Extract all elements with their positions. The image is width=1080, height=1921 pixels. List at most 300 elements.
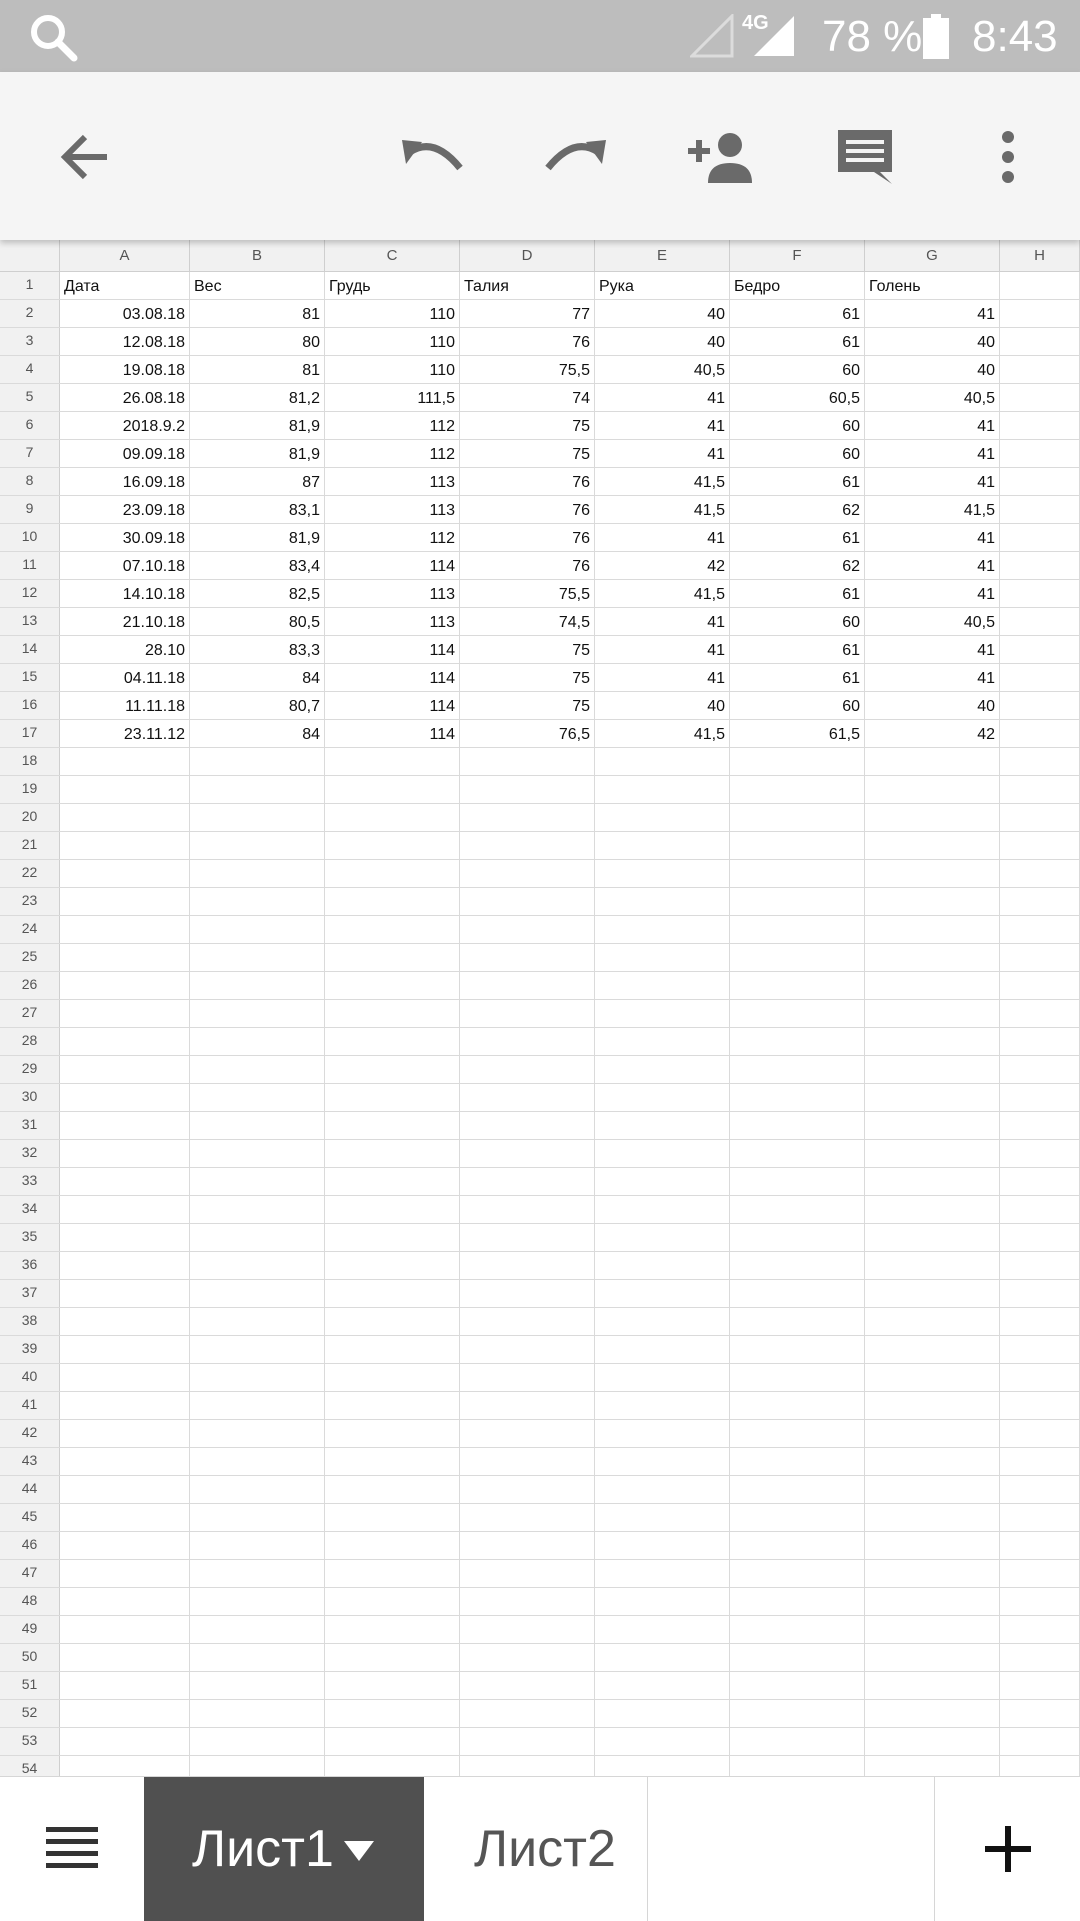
table-cell[interactable] [1000,1364,1080,1391]
table-cell[interactable] [595,944,730,971]
table-cell[interactable] [1000,1392,1080,1419]
table-cell[interactable] [1000,1756,1080,1776]
table-cell[interactable] [60,1280,190,1307]
table-cell[interactable]: 41 [865,580,1000,607]
table-cell[interactable] [325,888,460,915]
table-cell[interactable] [325,1308,460,1335]
table-cell[interactable] [865,1504,1000,1531]
table-cell[interactable] [190,1308,325,1335]
table-cell[interactable] [595,888,730,915]
table-cell[interactable]: 21.10.18 [60,608,190,635]
table-cell[interactable]: 41,5 [595,580,730,607]
table-cell[interactable] [1000,1476,1080,1503]
table-cell[interactable] [325,1280,460,1307]
table-cell[interactable]: 113 [325,468,460,495]
table-cell[interactable] [595,1084,730,1111]
table-cell[interactable] [60,1084,190,1111]
table-cell[interactable] [1000,636,1080,663]
table-cell[interactable]: 113 [325,580,460,607]
table-cell[interactable]: 40 [595,692,730,719]
table-cell[interactable] [730,1308,865,1335]
table-cell[interactable] [1000,440,1080,467]
table-cell[interactable] [1000,1084,1080,1111]
table-cell[interactable]: 113 [325,496,460,523]
table-cell[interactable]: 41 [595,664,730,691]
table-cell[interactable] [325,1000,460,1027]
row-number[interactable]: 47 [0,1560,60,1587]
table-cell[interactable] [325,1672,460,1699]
table-cell[interactable]: 75,5 [460,356,595,383]
table-cell[interactable] [730,1084,865,1111]
table-cell[interactable] [865,1420,1000,1447]
table-cell[interactable] [730,1140,865,1167]
row-number[interactable]: 39 [0,1336,60,1363]
table-cell[interactable] [730,1448,865,1475]
table-cell[interactable]: 41 [865,524,1000,551]
table-cell[interactable] [1000,580,1080,607]
table-cell[interactable] [460,944,595,971]
table-cell[interactable]: 83,1 [190,496,325,523]
row-number[interactable]: 53 [0,1728,60,1755]
table-cell[interactable]: 42 [865,720,1000,747]
table-cell[interactable]: 110 [325,328,460,355]
row-number[interactable]: 50 [0,1644,60,1671]
row-number[interactable]: 35 [0,1224,60,1251]
table-cell[interactable] [730,860,865,887]
table-cell[interactable] [1000,328,1080,355]
table-cell[interactable]: 41 [865,664,1000,691]
table-cell[interactable] [190,1392,325,1419]
row-number[interactable]: 38 [0,1308,60,1335]
table-cell[interactable] [1000,1644,1080,1671]
table-cell[interactable] [60,1224,190,1251]
table-cell[interactable] [325,1224,460,1251]
table-cell[interactable] [460,1168,595,1195]
table-cell[interactable]: 75 [460,664,595,691]
table-cell[interactable] [460,1588,595,1615]
table-cell[interactable] [595,1560,730,1587]
table-cell[interactable] [595,860,730,887]
table-cell[interactable] [1000,1028,1080,1055]
table-cell[interactable] [325,1476,460,1503]
table-cell[interactable] [1000,860,1080,887]
table-cell[interactable] [60,888,190,915]
table-cell[interactable]: 80 [190,328,325,355]
table-cell[interactable] [325,1728,460,1755]
table-cell[interactable]: 12.08.18 [60,328,190,355]
table-cell[interactable] [190,1364,325,1391]
table-cell[interactable]: 41 [595,440,730,467]
table-cell[interactable] [865,1224,1000,1251]
table-cell[interactable]: 41 [595,524,730,551]
table-cell[interactable]: 75 [460,440,595,467]
table-cell[interactable]: 76,5 [460,720,595,747]
header-cell[interactable]: Бедро [730,272,865,299]
table-cell[interactable] [190,860,325,887]
table-cell[interactable] [730,832,865,859]
table-cell[interactable]: 60 [730,692,865,719]
table-cell[interactable]: 76 [460,496,595,523]
table-cell[interactable]: 41 [865,552,1000,579]
redo-button[interactable] [540,122,610,192]
row-number[interactable]: 40 [0,1364,60,1391]
table-cell[interactable] [460,972,595,999]
table-cell[interactable]: 113 [325,608,460,635]
table-cell[interactable] [325,1700,460,1727]
table-cell[interactable] [1000,552,1080,579]
table-cell[interactable] [865,804,1000,831]
table-cell[interactable]: 40,5 [595,356,730,383]
table-cell[interactable] [60,1560,190,1587]
table-cell[interactable] [1000,1000,1080,1027]
table-cell[interactable] [1000,944,1080,971]
table-cell[interactable] [60,1672,190,1699]
table-cell[interactable] [460,832,595,859]
table-cell[interactable] [325,1532,460,1559]
table-cell[interactable] [190,804,325,831]
table-cell[interactable]: 83,4 [190,552,325,579]
table-cell[interactable]: 76 [460,552,595,579]
row-number[interactable]: 23 [0,888,60,915]
table-cell[interactable] [865,1616,1000,1643]
table-cell[interactable] [190,832,325,859]
table-cell[interactable]: 76 [460,468,595,495]
table-cell[interactable] [325,1756,460,1776]
table-cell[interactable]: 77 [460,300,595,327]
table-cell[interactable] [1000,1728,1080,1755]
column-header-e[interactable]: E [595,240,730,271]
table-cell[interactable]: 81 [190,300,325,327]
table-cell[interactable] [595,1448,730,1475]
table-cell[interactable]: 03.08.18 [60,300,190,327]
table-cell[interactable] [460,1560,595,1587]
table-cell[interactable] [1000,1504,1080,1531]
table-cell[interactable] [1000,1700,1080,1727]
row-number[interactable]: 6 [0,412,60,439]
table-cell[interactable] [460,1392,595,1419]
table-cell[interactable] [865,1028,1000,1055]
table-cell[interactable] [190,1196,325,1223]
table-cell[interactable] [190,1420,325,1447]
table-cell[interactable]: 61 [730,300,865,327]
table-cell[interactable] [460,804,595,831]
table-cell[interactable] [595,1616,730,1643]
row-number[interactable]: 15 [0,664,60,691]
table-cell[interactable] [730,1364,865,1391]
table-cell[interactable] [325,1392,460,1419]
table-cell[interactable] [595,1532,730,1559]
table-cell[interactable] [1000,496,1080,523]
table-cell[interactable] [595,1588,730,1615]
table-cell[interactable] [325,972,460,999]
table-cell[interactable] [595,1364,730,1391]
table-cell[interactable] [865,1700,1000,1727]
table-cell[interactable]: 75 [460,412,595,439]
table-cell[interactable] [865,1252,1000,1279]
table-cell[interactable]: 61 [730,580,865,607]
table-cell[interactable]: 87 [190,468,325,495]
table-cell[interactable] [865,1168,1000,1195]
table-cell[interactable] [460,1420,595,1447]
row-number[interactable]: 44 [0,1476,60,1503]
table-cell[interactable] [60,1000,190,1027]
table-cell[interactable] [1000,1532,1080,1559]
table-cell[interactable] [1000,300,1080,327]
table-cell[interactable]: 19.08.18 [60,356,190,383]
table-cell[interactable] [460,1364,595,1391]
table-cell[interactable] [325,1336,460,1363]
table-cell[interactable]: 60,5 [730,384,865,411]
table-cell[interactable] [1000,524,1080,551]
table-cell[interactable]: 82,5 [190,580,325,607]
row-number[interactable]: 2 [0,300,60,327]
table-cell[interactable] [865,776,1000,803]
table-cell[interactable] [460,1000,595,1027]
table-cell[interactable] [595,804,730,831]
table-cell[interactable]: 16.09.18 [60,468,190,495]
table-cell[interactable]: 61 [730,468,865,495]
table-cell[interactable] [460,1140,595,1167]
table-cell[interactable] [460,1336,595,1363]
table-cell[interactable] [325,1560,460,1587]
table-cell[interactable]: 40 [865,356,1000,383]
table-cell[interactable] [595,1728,730,1755]
table-cell[interactable]: 41 [865,636,1000,663]
table-cell[interactable] [460,1448,595,1475]
table-cell[interactable] [595,1056,730,1083]
header-cell[interactable] [1000,272,1080,299]
table-cell[interactable]: 84 [190,720,325,747]
table-cell[interactable] [1000,1448,1080,1475]
row-number[interactable]: 42 [0,1420,60,1447]
row-number[interactable]: 20 [0,804,60,831]
header-cell[interactable]: Вес [190,272,325,299]
table-cell[interactable] [865,1308,1000,1335]
table-cell[interactable] [730,1168,865,1195]
table-cell[interactable]: 83,3 [190,636,325,663]
table-cell[interactable]: 81,9 [190,440,325,467]
table-cell[interactable]: 112 [325,440,460,467]
table-cell[interactable] [1000,1420,1080,1447]
table-cell[interactable] [865,1588,1000,1615]
row-number[interactable]: 1 [0,272,60,299]
table-cell[interactable] [595,1336,730,1363]
table-cell[interactable] [190,1168,325,1195]
table-cell[interactable] [325,1364,460,1391]
table-cell[interactable] [865,1196,1000,1223]
table-cell[interactable] [325,1084,460,1111]
table-cell[interactable] [60,1364,190,1391]
table-cell[interactable] [460,1280,595,1307]
table-cell[interactable] [325,1420,460,1447]
column-header-h[interactable]: H [1000,240,1080,271]
table-cell[interactable] [460,748,595,775]
row-number[interactable]: 32 [0,1140,60,1167]
more-options-button[interactable] [973,122,1043,192]
table-cell[interactable]: 76 [460,524,595,551]
table-cell[interactable] [1000,888,1080,915]
table-cell[interactable]: 41,5 [595,720,730,747]
table-cell[interactable] [190,1140,325,1167]
table-cell[interactable] [460,1252,595,1279]
column-header-b[interactable]: B [190,240,325,271]
row-number[interactable]: 21 [0,832,60,859]
table-cell[interactable] [460,1084,595,1111]
table-cell[interactable] [60,1028,190,1055]
header-cell[interactable]: Дата [60,272,190,299]
table-cell[interactable] [190,1616,325,1643]
table-cell[interactable]: 114 [325,664,460,691]
row-number[interactable]: 36 [0,1252,60,1279]
column-header-a[interactable]: A [60,240,190,271]
table-cell[interactable] [460,1700,595,1727]
table-cell[interactable] [190,1644,325,1671]
table-cell[interactable] [595,1700,730,1727]
table-cell[interactable]: 61,5 [730,720,865,747]
row-number[interactable]: 33 [0,1168,60,1195]
table-cell[interactable]: 30.09.18 [60,524,190,551]
table-cell[interactable] [1000,384,1080,411]
row-number[interactable]: 29 [0,1056,60,1083]
table-cell[interactable]: 26.08.18 [60,384,190,411]
table-cell[interactable] [190,1336,325,1363]
table-cell[interactable] [865,1392,1000,1419]
table-cell[interactable] [730,1560,865,1587]
table-cell[interactable] [1000,1196,1080,1223]
table-cell[interactable] [865,1448,1000,1475]
table-cell[interactable] [325,832,460,859]
table-cell[interactable] [60,1420,190,1447]
table-cell[interactable] [325,1588,460,1615]
row-number[interactable]: 3 [0,328,60,355]
caret-down-icon[interactable] [344,1841,374,1861]
spreadsheet-grid[interactable] [0,240,1080,1776]
table-cell[interactable]: 81,9 [190,524,325,551]
table-cell[interactable] [60,1056,190,1083]
table-cell[interactable] [730,1532,865,1559]
table-cell[interactable] [1000,1336,1080,1363]
table-cell[interactable] [1000,664,1080,691]
table-cell[interactable] [325,1644,460,1671]
sheets-list-icon[interactable] [46,1827,98,1869]
table-cell[interactable] [595,916,730,943]
table-cell[interactable] [460,776,595,803]
table-cell[interactable] [730,1756,865,1776]
table-cell[interactable] [60,1168,190,1195]
row-number[interactable]: 17 [0,720,60,747]
column-header-d[interactable]: D [460,240,595,271]
table-cell[interactable] [595,1168,730,1195]
table-cell[interactable]: 11.11.18 [60,692,190,719]
table-cell[interactable] [460,1028,595,1055]
table-cell[interactable] [60,860,190,887]
table-cell[interactable] [460,888,595,915]
table-cell[interactable] [325,1252,460,1279]
table-cell[interactable] [595,1112,730,1139]
table-cell[interactable] [730,972,865,999]
table-cell[interactable] [1000,1672,1080,1699]
table-cell[interactable] [460,1308,595,1335]
table-cell[interactable] [1000,1252,1080,1279]
table-cell[interactable] [595,776,730,803]
table-cell[interactable] [60,972,190,999]
table-cell[interactable] [325,1448,460,1475]
table-cell[interactable]: 81 [190,356,325,383]
row-number[interactable]: 28 [0,1028,60,1055]
table-cell[interactable] [1000,1224,1080,1251]
table-cell[interactable] [190,1056,325,1083]
table-cell[interactable] [595,972,730,999]
table-cell[interactable] [865,1560,1000,1587]
table-cell[interactable] [325,1140,460,1167]
table-cell[interactable] [595,1476,730,1503]
table-cell[interactable] [60,1196,190,1223]
table-cell[interactable]: 75,5 [460,580,595,607]
table-cell[interactable] [460,1644,595,1671]
table-cell[interactable] [60,776,190,803]
table-cell[interactable]: 110 [325,300,460,327]
row-number[interactable]: 31 [0,1112,60,1139]
table-cell[interactable]: 74,5 [460,608,595,635]
table-cell[interactable] [730,944,865,971]
table-cell[interactable] [60,1532,190,1559]
table-cell[interactable] [60,748,190,775]
row-number[interactable]: 41 [0,1392,60,1419]
table-cell[interactable] [730,1644,865,1671]
row-number[interactable]: 34 [0,1196,60,1223]
table-cell[interactable] [730,1000,865,1027]
table-cell[interactable] [730,888,865,915]
row-number[interactable]: 45 [0,1504,60,1531]
table-cell[interactable] [865,1280,1000,1307]
table-cell[interactable] [190,776,325,803]
table-cell[interactable]: 84 [190,664,325,691]
table-cell[interactable] [1000,608,1080,635]
table-cell[interactable]: 74 [460,384,595,411]
column-header-c[interactable]: C [325,240,460,271]
table-cell[interactable] [865,832,1000,859]
table-cell[interactable]: 41,5 [595,468,730,495]
table-cell[interactable] [730,1728,865,1755]
row-number[interactable]: 30 [0,1084,60,1111]
table-cell[interactable] [730,1476,865,1503]
add-sheet-button[interactable] [934,1777,1080,1921]
table-cell[interactable] [865,1084,1000,1111]
row-number[interactable]: 7 [0,440,60,467]
table-cell[interactable] [595,1504,730,1531]
table-cell[interactable]: 76 [460,328,595,355]
table-cell[interactable] [1000,832,1080,859]
row-number[interactable]: 12 [0,580,60,607]
table-cell[interactable] [60,832,190,859]
table-cell[interactable] [460,1112,595,1139]
table-cell[interactable] [730,1028,865,1055]
table-cell[interactable] [460,1224,595,1251]
table-cell[interactable] [190,1756,325,1776]
table-cell[interactable] [190,1588,325,1615]
table-cell[interactable] [60,1252,190,1279]
row-number[interactable]: 10 [0,524,60,551]
column-header-g[interactable]: G [865,240,1000,271]
row-number[interactable]: 9 [0,496,60,523]
table-cell[interactable]: 80,7 [190,692,325,719]
table-cell[interactable]: 04.11.18 [60,664,190,691]
table-cell[interactable] [190,1224,325,1251]
row-number[interactable]: 4 [0,356,60,383]
table-cell[interactable]: 112 [325,524,460,551]
table-cell[interactable]: 40 [865,328,1000,355]
table-cell[interactable] [190,944,325,971]
